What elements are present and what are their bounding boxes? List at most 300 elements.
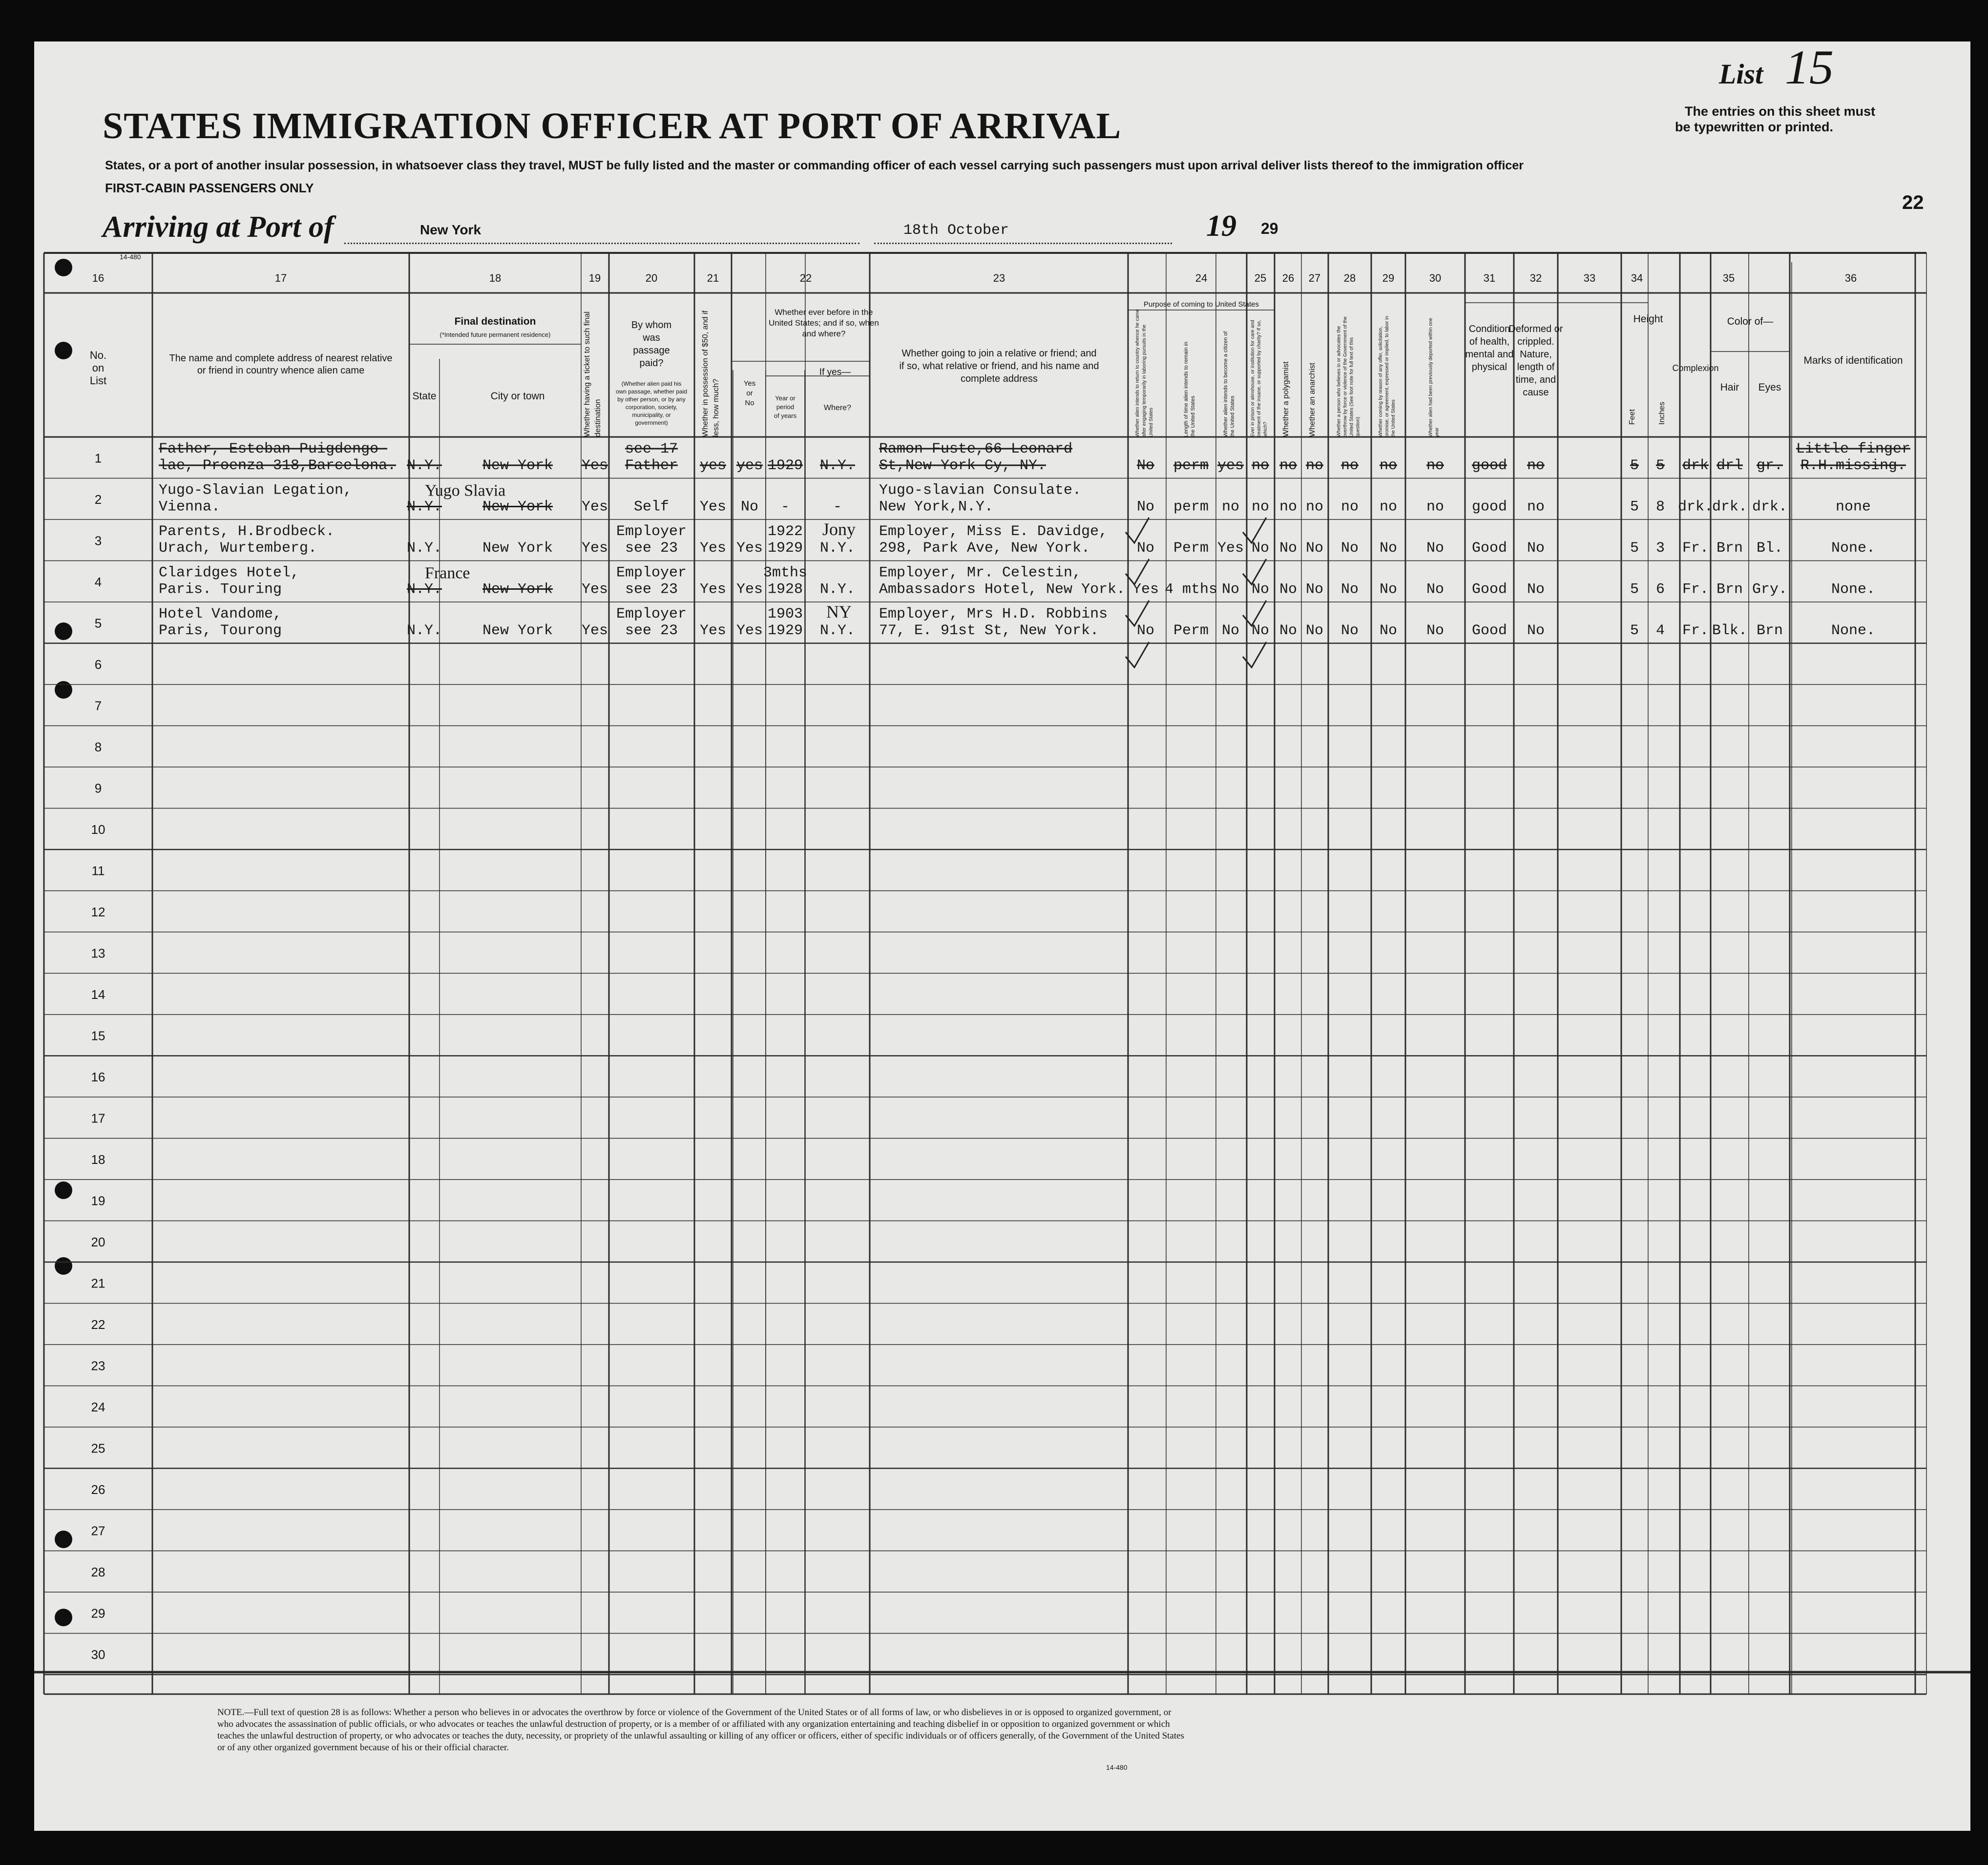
entry-text: Father [625, 457, 678, 474]
row-number: 13 [91, 946, 105, 961]
entry-text: yes [699, 457, 727, 474]
row-number: 8 [94, 739, 102, 754]
column-number: 20 [645, 272, 658, 284]
rotated-header-text: less, how much? [712, 378, 720, 437]
entry-text: gr. [1756, 457, 1783, 474]
entry-text: No [1426, 622, 1444, 639]
row-number: 6 [94, 657, 102, 672]
entry-text: Employer [616, 564, 687, 581]
entry-text: no [1426, 498, 1444, 516]
entry-text: New York [482, 581, 553, 598]
rotated-header-text: Whether a person who believes in or advocates the [1336, 326, 1342, 437]
entry-text: Claridges Hotel, [159, 564, 300, 581]
instruction-line-1: The entries on this sheet must [1685, 104, 1876, 119]
entry-text: No [1136, 540, 1155, 557]
entry-text: see 23 [625, 540, 678, 557]
entry-text: no [1527, 457, 1545, 474]
entry-text: no [1527, 498, 1545, 516]
header-text: own passage, whether paid [615, 388, 688, 395]
entry-text: Yes [699, 622, 727, 639]
entry-text: drl [1716, 457, 1743, 474]
entry-text: No [1279, 540, 1297, 557]
row-number: 16 [91, 1069, 105, 1084]
entry-text: Yes [1217, 540, 1244, 557]
row-number: 2 [94, 492, 102, 507]
entry-text: no [1221, 498, 1240, 516]
row-number: 30 [91, 1647, 105, 1662]
entry-text: Yes [581, 457, 608, 474]
state-header: State [412, 391, 437, 402]
row-number: 29 [91, 1606, 105, 1621]
rotated-header-text: Inches [1658, 401, 1666, 425]
column-number: 29 [1382, 272, 1395, 284]
column-number: 26 [1282, 272, 1295, 284]
entry-text: yes [736, 457, 763, 474]
header-text: Year or [775, 394, 795, 402]
entry-text: drk [1682, 457, 1709, 474]
entry-text: Ramon Fuste,66 Leonard [879, 441, 1073, 457]
entry-text: Vienna. [159, 498, 221, 516]
entry-text: No [1136, 457, 1155, 474]
entry-text: No [1221, 581, 1240, 598]
column-number: 32 [1529, 272, 1542, 284]
header-text: cause [1523, 387, 1549, 398]
entry-text: 5 [1630, 622, 1639, 639]
entry-text: N.Y. [406, 540, 442, 557]
header-text: of health, [1469, 336, 1510, 347]
rotated-header-text: Whether alien had been previously deported within one [1428, 317, 1434, 437]
form-code: 14-480 [120, 253, 141, 261]
entry-text: Yugo-slavian Consulate. [879, 482, 1082, 499]
column-number: 33 [1583, 272, 1596, 284]
entry-text: None. [1831, 622, 1876, 639]
row-number: 22 [91, 1317, 105, 1332]
entry-text: 77, E. 91st St, New York. [879, 622, 1099, 639]
entry-text: 6 [1655, 581, 1665, 598]
rotated-header-text: United States [1149, 407, 1154, 437]
height-header: Height [1633, 313, 1663, 325]
row-number: 4 [94, 574, 102, 589]
list-number: 15 [1785, 40, 1834, 94]
rotated-header-text: treatment of the insane, or supported by charity? If so, [1256, 320, 1262, 437]
entry-text: Fr. [1682, 540, 1709, 557]
entry-text: No [1221, 622, 1240, 639]
entry-text: - [780, 498, 790, 516]
rotated-header-text: Whether coming by reason of any offer, solicitation, [1378, 326, 1383, 437]
row-number: 12 [91, 904, 105, 919]
header-text: Nature, [1520, 349, 1552, 360]
header-text: Whether ever before in the [774, 308, 873, 317]
entry-text: Perm [1173, 622, 1209, 639]
column-number: 16 [92, 272, 105, 284]
column-number: 23 [993, 272, 1005, 284]
entry-text: Employer [616, 606, 687, 622]
row-number: 28 [91, 1564, 105, 1579]
entry-text: no [1305, 457, 1324, 474]
entry-text: good [1471, 457, 1507, 474]
row-number: 5 [94, 616, 102, 631]
entry-text: Yes [699, 540, 727, 557]
entry-text: Hotel Vandome, [159, 606, 282, 622]
header-text: Condition [1468, 324, 1510, 334]
header-text: United States; and if so, when [769, 318, 879, 328]
port-value: New York [420, 222, 481, 237]
header-text: length of [1517, 362, 1555, 373]
header-text: or friend in country whence alien came [197, 365, 365, 376]
header-text: corporation, society, [625, 404, 678, 411]
entry-text: No [1305, 540, 1324, 557]
row-number: 24 [91, 1399, 105, 1414]
header-text: Deformed or [1508, 324, 1563, 334]
rotated-header-text: after engaging temporarily in laboring pursuits in the [1142, 324, 1147, 437]
row-number: 27 [91, 1523, 105, 1538]
entry-text: Urach, Wurtemberg. [159, 540, 317, 557]
rotated-header-text: destination [594, 399, 602, 437]
entry-text: Yes [581, 581, 608, 598]
header-text: (Whether alien paid his [621, 380, 682, 387]
header-text: municipality, or [632, 412, 671, 418]
entry-text: Paris, Tourong [159, 622, 282, 639]
entry-text: 8 [1655, 498, 1665, 516]
entry-text: None. [1831, 581, 1876, 598]
entry-text: No [1527, 540, 1545, 557]
rotated-header-text: the United States [1391, 399, 1396, 437]
entry-text: N.Y. [406, 457, 442, 474]
entry-text: drk. [1752, 498, 1788, 516]
entry-text: No [1426, 540, 1444, 557]
year-suffix: 29 [1261, 220, 1278, 237]
check-mark [1126, 518, 1149, 543]
row-number: 9 [94, 781, 102, 796]
row-number: 11 [91, 863, 105, 878]
entry-text: No [1251, 581, 1270, 598]
entry-text: New York [482, 498, 553, 516]
rotated-header-text: Feet [1628, 409, 1636, 425]
rotated-header-text: the United States [1190, 395, 1196, 437]
column-number: 19 [588, 272, 601, 284]
entry-text: None. [1831, 540, 1876, 557]
entry-text: 1929 [767, 540, 803, 557]
entry-text: 5 [1630, 457, 1639, 474]
column-number: 25 [1254, 272, 1267, 284]
entry-text: Yes [699, 498, 727, 516]
entry-text: No [1136, 622, 1155, 639]
column-number: 18 [489, 272, 502, 284]
column-number: 30 [1429, 272, 1442, 284]
entry-text: No [1527, 581, 1545, 598]
entry-text: No [1136, 498, 1155, 516]
header-text: paid? [639, 358, 664, 369]
row-number: 17 [91, 1111, 105, 1126]
entry-text: good [1471, 498, 1507, 516]
entry-text: St,New York Cy, NY. [879, 457, 1046, 474]
entry-text: see 17 [625, 441, 678, 457]
entry-text: Yes [736, 622, 763, 639]
header-text: of years [774, 412, 797, 419]
entry-text: yes [1217, 457, 1244, 474]
entry-text: N.Y. [819, 581, 856, 598]
entry-text: N.Y. [406, 581, 442, 598]
entry-text: No [1340, 540, 1359, 557]
handwritten-text: NY [826, 602, 852, 622]
entry-text: Blk. [1712, 622, 1748, 639]
row-number: 3 [94, 533, 102, 548]
header-text: or [746, 389, 753, 397]
entry-text: Self [633, 498, 670, 516]
row-number: 7 [94, 698, 102, 713]
column-number: 24 [1195, 272, 1208, 284]
row-number: 23 [91, 1358, 105, 1373]
rotated-header-text: question) [1355, 416, 1361, 437]
row-number: 14 [91, 987, 105, 1002]
column-number: 21 [707, 272, 719, 284]
page-subtitle: States, or a port of another insular possession, in whatsoever class they travel, MUST be fully listed and the master or commanding officer of each vessel carrying such passengers must upon arrival deliver lists thereof to the immigration officer [105, 159, 1524, 172]
passenger-entries [159, 441, 1910, 639]
entry-text: No [1379, 540, 1398, 557]
entry-text: Employer [616, 523, 687, 540]
entry-text: no [1251, 457, 1270, 474]
where-header: Where? [823, 404, 852, 412]
row-number: 18 [91, 1152, 105, 1167]
entry-text: no [1426, 457, 1444, 474]
header-text: government) [635, 419, 668, 426]
rotated-header-text: United States (See foot note for full text of this [1349, 337, 1355, 437]
entry-text: Yes [581, 540, 608, 557]
header-text: The name and complete address of nearest relative [169, 353, 393, 364]
entry-text: N.Y. [406, 622, 442, 639]
entry-text: No [1251, 622, 1270, 639]
entry-text: none [1835, 498, 1871, 516]
entry-text: no [1340, 498, 1359, 516]
entry-text: 3mths [763, 564, 808, 581]
class-label: FIRST-CABIN PASSENGERS ONLY [105, 181, 314, 195]
handwritten-text: Jony [822, 519, 856, 539]
entry-text: Gry. [1752, 581, 1788, 598]
instruction-line-2: be typewritten or printed. [1675, 120, 1834, 134]
handwritten-text: France [425, 564, 470, 582]
entry-text: Employer, Miss E. Davidge, [879, 523, 1108, 540]
header-text: Yes [743, 379, 756, 388]
row-number: 26 [91, 1482, 105, 1497]
entry-text: lae, Proenza 318,Barcelona. [159, 457, 397, 474]
entry-text: see 23 [625, 622, 678, 639]
column-number: 17 [274, 272, 287, 284]
entry-text: 1929 [767, 457, 803, 474]
entry-text: New York,N.Y. [879, 498, 994, 516]
marks-header: Marks of identification [1803, 355, 1903, 366]
rotated-header-text: Whether in possession of $50, and if [701, 311, 710, 437]
sheet-number: 22 [1902, 192, 1924, 213]
column-number: 27 [1308, 272, 1321, 284]
rotated-header-text: Whether having a ticket to such final [583, 311, 591, 437]
entry-text: no [1279, 498, 1297, 516]
entry-text: Paris. Touring [159, 581, 282, 598]
header-text: Complexion [1672, 363, 1719, 373]
entry-text: Yes [581, 622, 608, 639]
entry-text: No [1279, 581, 1297, 598]
row-number: 20 [91, 1234, 105, 1249]
entry-text: No [1379, 581, 1398, 598]
rotated-header-text: the United States [1230, 395, 1235, 437]
footnote-code: 14-480 [1106, 1763, 1128, 1771]
entry-text: No [1251, 540, 1270, 557]
entry-text: 4 mths [1164, 581, 1218, 598]
entry-text: no [1305, 498, 1324, 516]
header-text: was [643, 332, 660, 343]
entry-text: N.Y. [819, 622, 856, 639]
entry-text: - [833, 498, 842, 516]
entry-text: Brn [1716, 540, 1743, 557]
check-mark [1126, 559, 1149, 584]
color-header: Color of— [1727, 316, 1774, 327]
entry-text: Employer, Mr. Celestin, [879, 564, 1082, 581]
entry-text: Good [1471, 622, 1507, 639]
entry-text: No [1340, 581, 1359, 598]
entry-text: No [1379, 622, 1398, 639]
header-text: mental and [1465, 349, 1514, 360]
header-text: No. [89, 349, 107, 361]
row-number: 25 [91, 1441, 105, 1456]
entry-text: No [1527, 622, 1545, 639]
entry-text: Fr. [1682, 622, 1709, 639]
entry-text: no [1251, 498, 1270, 516]
header-text: physical [1471, 362, 1507, 373]
hair-header: Hair [1720, 382, 1739, 393]
rotated-header-text: year [1434, 427, 1440, 437]
arriving-label: Arriving at Port of [103, 210, 334, 244]
header-text: on [92, 362, 105, 374]
check-mark [1126, 642, 1149, 667]
entry-text: No [1305, 581, 1324, 598]
entry-text: 298, Park Ave, New York. [879, 540, 1090, 557]
header-text: Final destination [454, 316, 536, 327]
entry-text: Fr. [1682, 581, 1709, 598]
entry-text: 4 [1655, 622, 1665, 639]
header-text: by other person, or by any [617, 396, 686, 403]
entry-text: No [1305, 622, 1324, 639]
column-headers [90, 272, 1903, 437]
entry-text: Parents, H.Brodbeck. [159, 523, 335, 540]
entry-text: Brn [1756, 622, 1783, 639]
entry-text: Employer, Mrs H.D. Robbins [879, 606, 1108, 622]
column-number: 28 [1343, 272, 1356, 284]
entry-text: No [1340, 622, 1359, 639]
row-number: 10 [91, 822, 105, 837]
entry-text: No [740, 498, 759, 516]
column-number: 22 [799, 272, 812, 284]
column-number: 34 [1631, 272, 1643, 284]
entry-text: No [1279, 622, 1297, 639]
row-number: 1 [94, 451, 102, 466]
entry-text: New York [482, 540, 553, 557]
header-text: By whom [631, 320, 672, 331]
date-value: 18th October [903, 222, 1009, 239]
entry-text: perm [1173, 498, 1209, 516]
header-text: crippled. [1517, 336, 1554, 347]
entry-text: 5 [1655, 457, 1665, 474]
column-number: 36 [1844, 272, 1857, 284]
entry-text: no [1279, 457, 1297, 474]
header-text: Whether going to join a relative or friend; and [901, 348, 1097, 359]
header-text: passage [633, 345, 670, 356]
entry-text: Good [1471, 540, 1507, 557]
year-prefix: 19 [1206, 209, 1236, 243]
entry-text: 5 [1630, 581, 1639, 598]
entry-text: 1922 [767, 523, 803, 540]
header-text: (*Intended future permanent residence) [439, 331, 551, 338]
entry-text: 5 [1630, 540, 1639, 557]
entry-text: No [1426, 581, 1444, 598]
list-label: List [1719, 58, 1763, 90]
entry-text: Bl. [1756, 540, 1783, 557]
header-text: and where? [802, 329, 846, 338]
entry-text: Yes [736, 540, 763, 557]
column-number: 35 [1722, 272, 1735, 284]
header-text: period [776, 403, 795, 411]
header-text: complete address [961, 373, 1038, 384]
header-text: List [89, 374, 107, 387]
entry-text: 1929 [767, 622, 803, 639]
entry-text: N.Y. [819, 540, 856, 557]
entry-text: Father, Esteban Puigdengo- [159, 441, 388, 457]
entry-text: Yugo-Slavian Legation, [159, 482, 353, 499]
rotated-header-text: Whether alien intends to become a citizen of [1223, 331, 1229, 437]
entry-text: Good [1471, 581, 1507, 598]
row-number: 19 [91, 1193, 105, 1208]
footnote: NOTE.—Full text of question 28 is as follows: Whether a person who believes in or advocates the overthrow by force or violence of the Government of the United States or of all forms of law, or who disbelieves in or is opposed to organized government, or who advocates the assassination of public officials, or who advocates or teaches the unlawful destruction of property, or is a member of or affiliated with any organization entertaining and teaching disbelief in or opposition to organized government or which teaches the unlawful destruction of property, or who advocates or teaches the duty, necessity, or propriety of the unlawful assaulting or killing of any officer or officers, either of specific individuals or of officers generally, of the Government of the United States or of any other organized government because of his or their official character. [217, 1707, 1184, 1753]
entry-text: Yes [736, 581, 763, 598]
row-number: 15 [91, 1028, 105, 1043]
rotated-header-text: Whether an anarchist [1308, 362, 1317, 437]
entry-text: perm [1173, 457, 1209, 474]
entry-text: R.H.missing. [1800, 457, 1906, 474]
column-number: 31 [1483, 272, 1496, 284]
rotated-header-text: overthrow by force or violence of the Government of the [1342, 316, 1348, 437]
header-text: time, and [1515, 374, 1556, 385]
entry-text: Little finger [1796, 441, 1911, 457]
header-text: If yes— [819, 367, 851, 377]
entry-text: N.Y. [819, 457, 856, 474]
entry-text: 3 [1655, 540, 1665, 557]
rotated-header-text: promise, or agreement, expressed or implied, to labor in [1384, 316, 1390, 437]
eyes-header: Eyes [1758, 382, 1781, 393]
entry-text: N.Y. [406, 498, 442, 516]
entry-text: drk. [1677, 498, 1714, 516]
header-text: Purpose of coming to United States [1144, 300, 1259, 309]
header-text: No [745, 399, 754, 407]
rotated-header-text: Whether a polygamist [1282, 361, 1290, 437]
entry-text: Yes [699, 581, 727, 598]
rotated-header-text: which? [1263, 421, 1268, 437]
entry-text: no [1379, 457, 1398, 474]
entry-text: Yes [581, 498, 608, 516]
entry-text: Perm [1173, 540, 1209, 557]
entry-text: Ambassadors Hotel, New York. [879, 581, 1126, 598]
handwritten-text: Yugo Slavia [425, 481, 506, 500]
entry-text: Yes [1132, 581, 1159, 598]
entry-text: Brn [1716, 581, 1743, 598]
entry-text: 5 [1630, 498, 1639, 516]
city-header: City or town [490, 391, 545, 402]
entry-text: no [1379, 498, 1398, 516]
entry-text: New York [482, 457, 553, 474]
row-number: 21 [91, 1276, 105, 1291]
entry-text: 1903 [767, 606, 803, 622]
entry-text: New York [482, 622, 553, 639]
rotated-header-text: Ever in prison or almshouse, or institution for care and [1250, 320, 1256, 437]
entry-text: see 23 [625, 581, 678, 598]
entry-text: no [1340, 457, 1359, 474]
